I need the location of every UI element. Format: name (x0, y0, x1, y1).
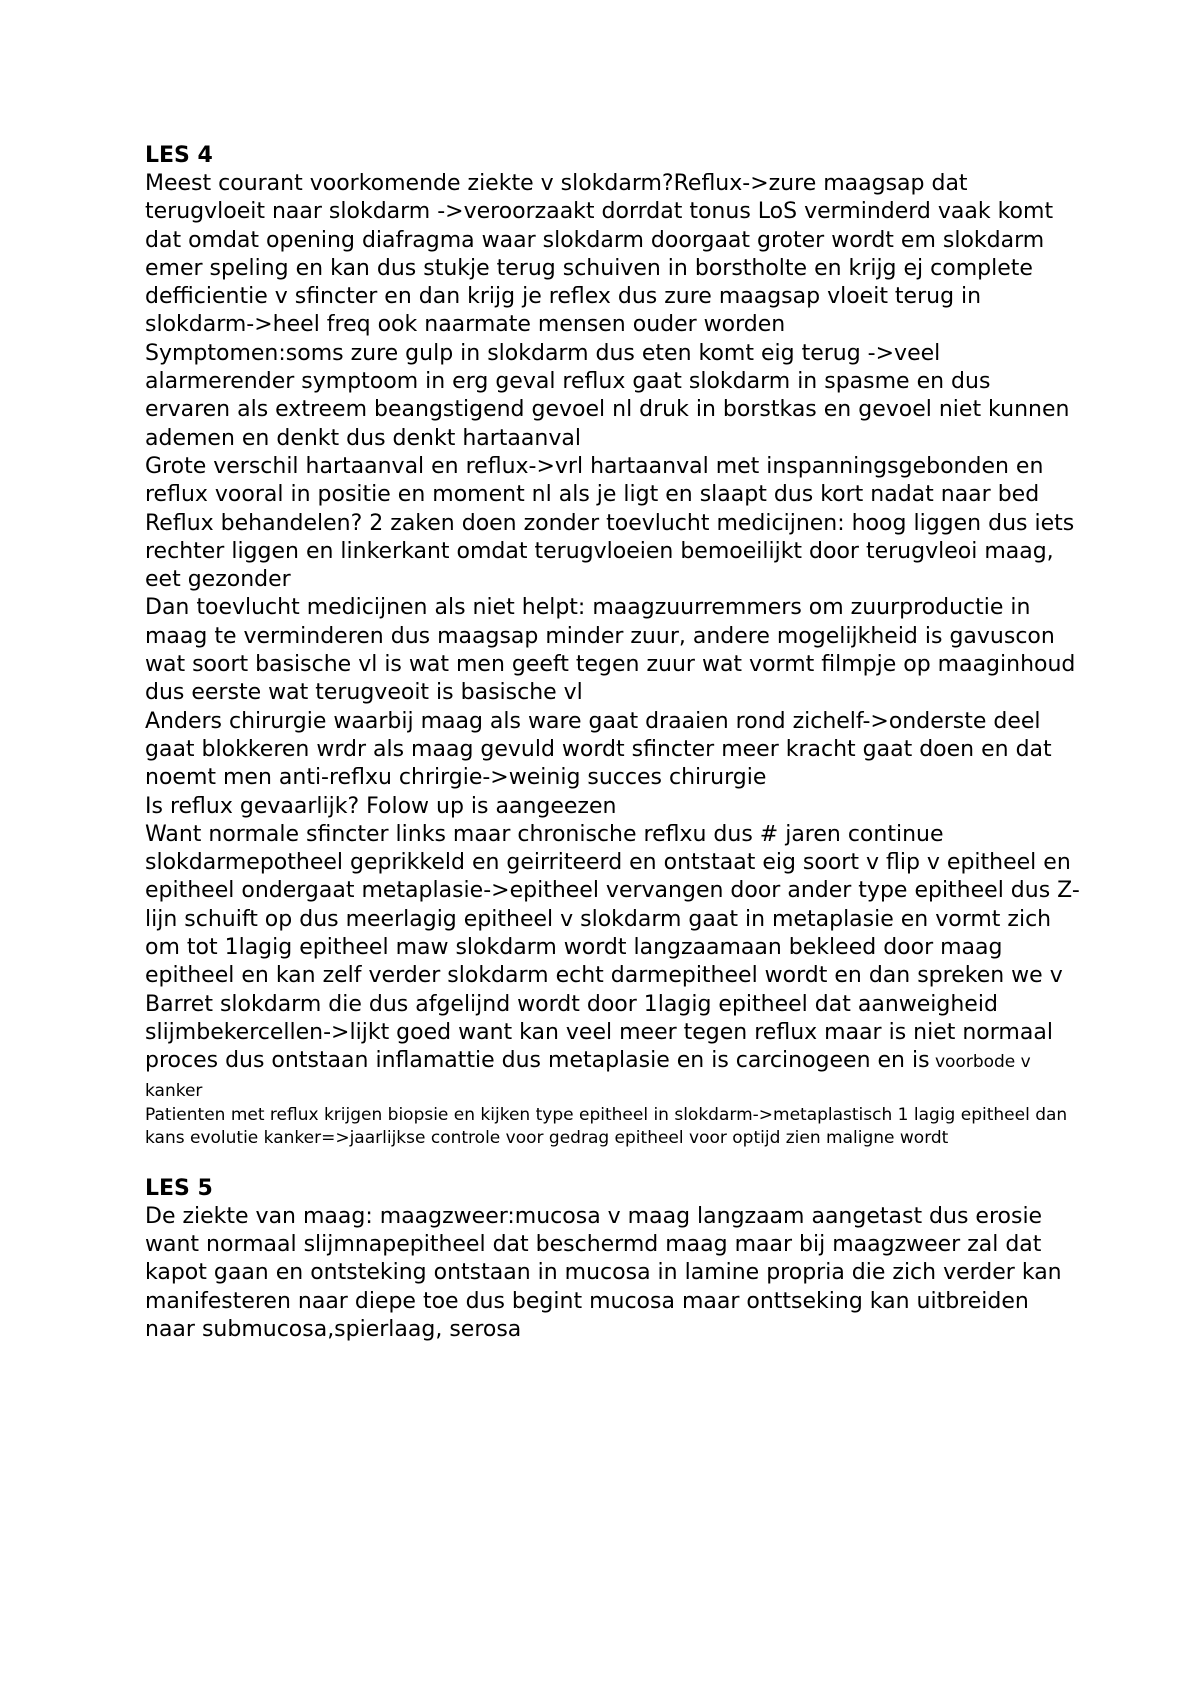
barrett-main-text: Want normale sfincter links maar chronische reflxu dus # jaren continue slokdarmepotheel geprikkeld en geirriteerd en ontstaat eig soort v flip v epitheel en epitheel ondergaat metaplasie->epitheel vervangen door ander type epitheel dus Z-lijn schuift op dus meerlagig epitheel v slokdarm gaat in metaplasie en vormt zich om tot 1lagig epitheel maw slokdarm wordt langzaamaan bekleed door maag epitheel en kan zelf verder slokdarm echt darmepitheel wordt en dan spreken we v Barret slokdarm die dus afgelijnd wordt door 1lagig epitheel dat aanweigheid slijmbekercellen->lijkt goed want kan veel meer tegen reflux maar is niet normaal proces dus ontstaan inflamattie dus metaplasie en is carcinogeen en is (145, 821, 1080, 1074)
section-spacer (145, 1151, 1080, 1175)
barrett-small-tail: voorbode v kanker (145, 1052, 1031, 1101)
paragraph-heart-attack-difference: Grote verschil hartaanval en reflux->vrl hartaanval met inspanningsgebonden en reflux vooral in positie en moment nl als je ligt en slaapt dus kort nadat naar bed (145, 453, 1044, 508)
paragraph-stomach-ulcer: De ziekte van maag: maagzweer:mucosa v maag langzaam aangetast dus erosie want normaal slijmnapepitheel dat beschermd maag maar bij maagzweer zal dat kapot gaan en ontsteking ontstaan in mucosa in lamine propria die zich verder kan manifesteren naar diepe toe dus begint mucosa maar onttseking kan uitbreiden naar submucosa,spierlaag, serosa (145, 1203, 1062, 1342)
paragraph-treatment: Reflux behandelen? 2 zaken doen zonder toevlucht medicijnen: hoog liggen dus iets rechter liggen en linkerkant omdat terugvloeien bemoeilijkt door terugvleoi maag, eet gezonder (145, 510, 1075, 593)
paragraph-symptoms: Symptomen:soms zure gulp in slokdarm dus eten komt eig terug ->veel alarmerender symptoom in erg geval reflux gaat slokdarm in spasme en dus ervaren als extreem beangstigend gevoel nl druk in borstkas en gevoel niet kunnen ademen en denkt dus denkt hartaanval (145, 340, 1070, 451)
heading-les-4: LES 4 (145, 143, 213, 168)
paragraph-biopsy: Patienten met reflux krijgen biopsie en kijken type epitheel in slokdarm->metaplastisch 1 lagig epitheel dan kans evolutie kanker=>jaarlijkse controle voor gedrag epitheel voor optijd zien maligne wordt (145, 1104, 1068, 1149)
document-page (145, 142, 1080, 1344)
paragraph-danger-question: Is reflux gevaarlijk? Folow up is aangeezen (145, 793, 617, 819)
paragraph-reflux-intro: Meest courant voorkomende ziekte v slokdarm?Reflux->zure maagsap dat terugvloeit naar slokdarm ->veroorzaakt dorrdat tonus LoS verminderd vaak komt dat omdat opening diafragma waar slokdarm doorgaat groter wordt em slokdarm emer speling en kan dus stukje terug schuiven in borstholte en krijg ej complete defficientie v sfincter en dan krijg je reflex dus zure maagsap vloeit terug in slokdarm->heel freq ook naarmate mensen ouder worden (145, 171, 1054, 338)
paragraph-surgery: Anders chirurgie waarbij maag als ware gaat draaien rond zichelf->onderste deel gaat blokkeren wrdr als maag gevuld wordt sfincter meer kracht gaat doen en dat noemt men anti-reflxu chrirgie->weinig succes chirurgie (145, 708, 1052, 791)
paragraph-barrett (145, 821, 1080, 1104)
heading-les-5: LES 5 (145, 1175, 213, 1201)
paragraph-medication: Dan toevlucht medicijnen als niet helpt: maagzuurremmers om zuurproductie in maag te verminderen dus maagsap minder zuur, andere mogelijkheid is gavuscon wat soort basische vl is wat men geeft tegen zuur wat vormt filmpje op maaginhoud dus eerste wat terugveoit is basische vl (145, 595, 1076, 706)
